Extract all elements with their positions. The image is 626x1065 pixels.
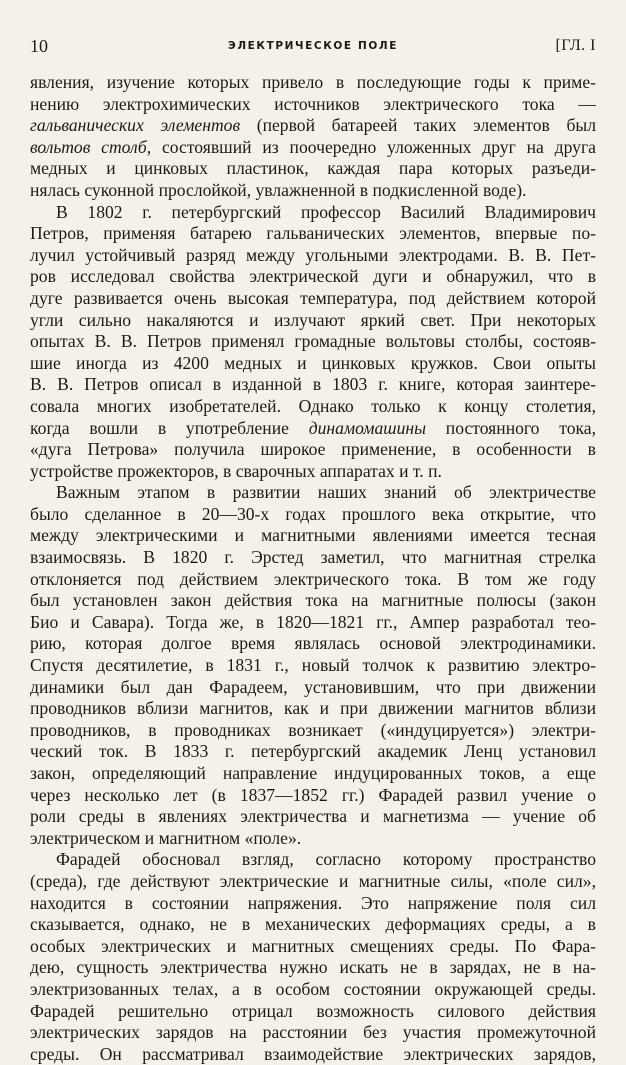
text-line bbox=[30, 396, 596, 418]
page-number: 10 bbox=[30, 36, 48, 56]
text-segment: Спустя десятилетие, в 1831 г., новый толчок к развитию электро- bbox=[30, 655, 596, 676]
text-segment: был установлен закон действия тока на магнитные полюсы (закон bbox=[30, 590, 596, 611]
text-line bbox=[30, 1001, 596, 1023]
text-line bbox=[30, 310, 596, 332]
text-line bbox=[30, 828, 596, 850]
text-segment: электрических зарядов на расстоянии без участия промежуточной bbox=[30, 1022, 596, 1043]
text-line bbox=[30, 1022, 596, 1044]
text-segment: электризованных телах, а в особом состоянии окружающей среды. bbox=[30, 978, 596, 999]
text-line bbox=[30, 936, 596, 958]
text-segment: электрическом и магнитном «поле». bbox=[30, 827, 302, 848]
text-line bbox=[30, 482, 596, 504]
text-segment: ров исследовал свойства электрической дуги и обнаружил, что в bbox=[30, 266, 596, 287]
text-line bbox=[30, 720, 596, 742]
text-segment: устройстве прожекторов, в сварочных аппаратах и т. п. bbox=[30, 460, 442, 481]
text-line bbox=[30, 677, 596, 699]
text-segment: лучил устойчивый разряд между угольными электродами. В. В. Пет- bbox=[30, 244, 596, 265]
text-line bbox=[30, 439, 596, 461]
text-segment: В 1802 г. петербургский профессор Василий Владимирович bbox=[56, 201, 596, 222]
text-line bbox=[30, 137, 596, 159]
text-line bbox=[30, 266, 596, 288]
italic-term: вольтов столб bbox=[30, 136, 147, 157]
text-line bbox=[30, 158, 596, 180]
text-line bbox=[30, 547, 596, 569]
text-segment: шие иногда из 4200 медных и цинковых кружков. Свои опыты bbox=[30, 352, 596, 373]
body-text bbox=[30, 72, 596, 1065]
text-segment: когда вошли в употребление bbox=[30, 417, 309, 438]
text-segment: опытах В. В. Петров применял громадные вольтовы столбы, состояв- bbox=[30, 331, 596, 352]
text-line bbox=[30, 655, 596, 677]
text-segment: (среда), где действуют электрические и магнитные силы, «поле сил», bbox=[30, 870, 596, 891]
text-segment: , состоявший из поочередно уложенных друг на друга bbox=[146, 136, 596, 157]
italic-term: динамомашины bbox=[308, 417, 427, 438]
text-segment: через несколько лет (в 1837—1852 гг.) Фарадей развил учение о bbox=[30, 784, 596, 805]
text-line bbox=[30, 202, 596, 224]
text-line bbox=[30, 353, 596, 375]
text-segment: особых электрических и магнитных смещениях среды. По Фара- bbox=[30, 935, 596, 956]
running-head: ЭЛЕКТРИЧЕСКОЕ ПОЛЕ bbox=[228, 40, 398, 52]
text-line bbox=[30, 590, 596, 612]
text-segment: было сделанное в 20—30-х годах прошлого века открытие, что bbox=[30, 503, 596, 524]
text-line bbox=[30, 806, 596, 828]
text-line bbox=[30, 525, 596, 547]
text-segment: нялась суконной прослойкой, увлажненной в подкисленной воде). bbox=[30, 179, 527, 200]
text-line bbox=[30, 461, 596, 483]
text-line bbox=[30, 94, 596, 116]
text-line bbox=[30, 741, 596, 763]
text-segment: нению электрохимических источников электрического тока — bbox=[30, 93, 596, 114]
text-line bbox=[30, 785, 596, 807]
text-segment: медных и цинковых пластинок, каждая пара которых разъеди- bbox=[30, 158, 596, 179]
text-line bbox=[30, 763, 596, 785]
text-line bbox=[30, 288, 596, 310]
text-segment: рию, которая долгое время являлась основой электродинамики. bbox=[30, 633, 596, 654]
text-line bbox=[30, 504, 596, 526]
text-segment: динамики был дан Фарадеем, установившим, что при движении bbox=[30, 676, 596, 697]
text-segment: ческий ток. В 1833 г. петербургский академик Ленц установил bbox=[30, 741, 596, 762]
text-segment: отклоняется под действием электрического тока. В том же году bbox=[30, 568, 596, 589]
text-line bbox=[30, 569, 596, 591]
text-line bbox=[30, 698, 596, 720]
text-segment: проводников, в проводниках возникает («индуцируется») электри- bbox=[30, 719, 596, 740]
text-line bbox=[30, 914, 596, 936]
text-segment: «дуга Петрова» получила широкое применение, в особенности в bbox=[30, 439, 596, 460]
text-segment: Фарадей решительно отрицал возможность силового действия bbox=[30, 1000, 596, 1021]
text-segment: дею, сущность электричества нужно искать не в зарядах, не в на- bbox=[30, 957, 596, 978]
text-line bbox=[30, 633, 596, 655]
text-line bbox=[30, 1044, 596, 1065]
text-segment: закон, определяющий направление индуцированных токов, а еще bbox=[30, 763, 596, 783]
text-segment: угли сильно накаляются и излучают яркий свет. При некоторых bbox=[30, 309, 596, 330]
text-line bbox=[30, 612, 596, 634]
text-line bbox=[30, 849, 596, 871]
text-line bbox=[30, 115, 596, 137]
text-line bbox=[30, 893, 596, 915]
text-line bbox=[30, 331, 596, 353]
text-segment: среды. Он рассматривал взаимодействие электрических зарядов, bbox=[30, 1043, 596, 1064]
text-line bbox=[30, 72, 596, 94]
text-line bbox=[30, 180, 596, 202]
text-segment: В. В. Петров описал в изданной в 1803 г. книге, которая заинтере- bbox=[30, 374, 596, 395]
text-segment: взаимосвязь. В 1820 г. Эрстед заметил, что магнитная стрелка bbox=[30, 547, 596, 568]
text-segment: проводников вблизи магнитов, как и при движении магнитов вблизи bbox=[30, 698, 596, 719]
text-segment: Фарадей обосновал взгляд, согласно которому пространство bbox=[56, 849, 596, 870]
text-line bbox=[30, 223, 596, 245]
text-line bbox=[30, 871, 596, 893]
text-segment: роли среды в явлениях электричества и магнетизма — учение об bbox=[30, 806, 596, 827]
text-line bbox=[30, 245, 596, 267]
text-segment: между электрическими и магнитными явлениями имеется тесная bbox=[30, 525, 596, 546]
text-line bbox=[30, 418, 596, 440]
text-segment: Петров, применяя батарею гальванических элементов, впервые по- bbox=[30, 223, 596, 244]
italic-term: гальванических элементов bbox=[30, 115, 241, 136]
text-segment: совала многих изобретателей. Однако только к концу столетия, bbox=[30, 395, 596, 416]
text-line bbox=[30, 374, 596, 396]
chapter-reference: [ГЛ. I bbox=[555, 37, 596, 54]
text-segment: Важным этапом в развитии наших знаний об электричестве bbox=[56, 482, 596, 503]
text-segment: постоянного тока, bbox=[426, 417, 596, 438]
text-line bbox=[30, 957, 596, 979]
text-segment: дуге развивается очень высокая температура, под действием которой bbox=[30, 287, 596, 308]
text-line bbox=[30, 979, 596, 1001]
text-segment: сказывается, однако, не в механических деформациях среды, а в bbox=[30, 914, 596, 935]
text-segment: находится в состоянии напряжения. Это напряжение поля сил bbox=[30, 892, 596, 913]
text-segment: явления, изучение которых привело в последующие годы к приме- bbox=[30, 72, 596, 92]
page-header bbox=[30, 36, 596, 58]
text-segment: (первой батареей таких элементов был bbox=[240, 115, 596, 136]
text-segment: Био и Савара). Тогда же, в 1820—1821 гг., Ампер разработал тео- bbox=[30, 611, 596, 632]
